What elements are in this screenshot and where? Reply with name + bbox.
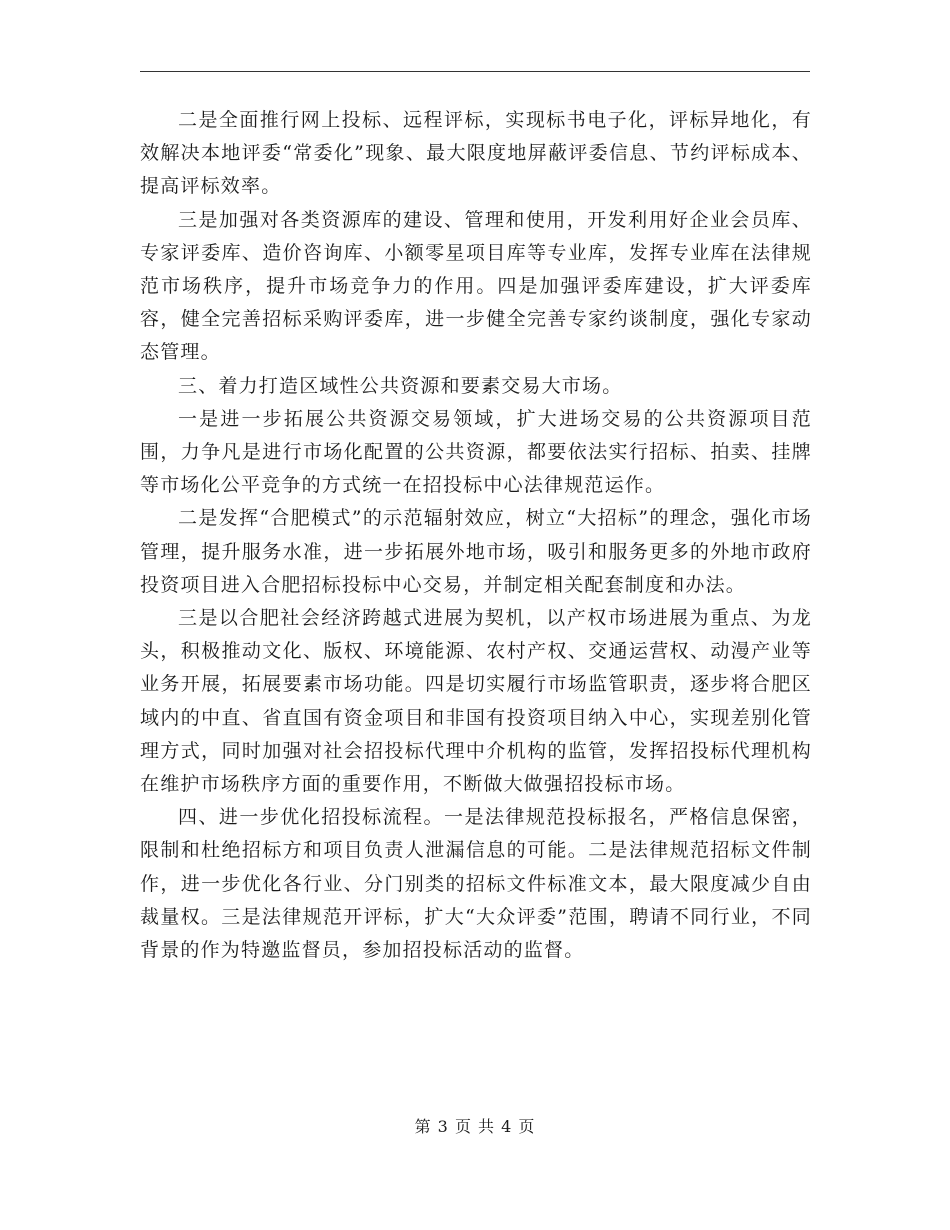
- section-heading-3: 三、着力打造区域性公共资源和要素交易大市场。: [178, 374, 623, 397]
- page-footer: [0, 1114, 950, 1137]
- paragraph-5: 三是以合肥社会经济跨越式进展为契机，以产权市场进展为重点、为龙头，积极推动文化、版权、环境能源、农村产权、交通运营权、动漫产业等业务开展，拓展要素市场功能。四是切实履行市场监管职责，逐步将合肥区域内的中直、省直国有资金项目和非国有投资项目纳入中心，实现差别化管理方式，同时加强对社会招投标代理中介机构的监管，发挥招投标代理机构在维护市场秩序方面的重要作用，不断做大做强招投标市场。: [140, 607, 812, 796]
- header-rule: [140, 71, 810, 72]
- paragraph-6: 四、进一步优化招投标流程。一是法律规范投标报名，严格信息保密，限制和杜绝招标方和项目负责人泄漏信息的可能。二是法律规范招标文件制作，进一步优化各行业、分门别类的招标文件标准文本，最大限度减少自由裁量权。三是法律规范开评标，扩大“大众评委”范围，聘请不同行业，不同背景的作为特邀监督员，参加招投标活动的监督。: [140, 806, 812, 962]
- paragraph-4: 二是发挥“合肥模式”的示范辐射效应，树立“大招标”的理念，强化市场管理，提升服务水准，进一步拓展外地市场，吸引和服务更多的外地市政府投资项目进入合肥招标投标中心交易，并制定相关配套制度和办法。: [140, 507, 812, 596]
- paragraph-3: 一是进一步拓展公共资源交易领域，扩大进场交易的公共资源项目范围，力争凡是进行市场化配置的公共资源，都要依法实行招标、拍卖、挂牌等市场化公平竞争的方式统一在招投标中心法律规范运作。: [140, 407, 812, 497]
- paragraph-1: 二是全面推行网上投标、远程评标，实现标书电子化，评标异地化，有效解决本地评委“常委化”现象、最大限度地屏蔽评委信息、节约评标成本、提高评标效率。: [140, 109, 812, 198]
- document-body: [140, 104, 812, 967]
- paragraph-2: 三是加强对各类资源库的建设、管理和使用，开发利用好企业会员库、专家评委库、造价咨询库、小额零星项目库等专业库，发挥专业库在法律规范市场秩序，提升市场竞争力的作用。四是加强评委库建设，扩大评委库容，健全完善招标采购评委库，进一步健全完善专家约谈制度，强化专家动态管理。: [140, 208, 812, 364]
- page-number: 第 3 页 共 4 页: [414, 1117, 536, 1136]
